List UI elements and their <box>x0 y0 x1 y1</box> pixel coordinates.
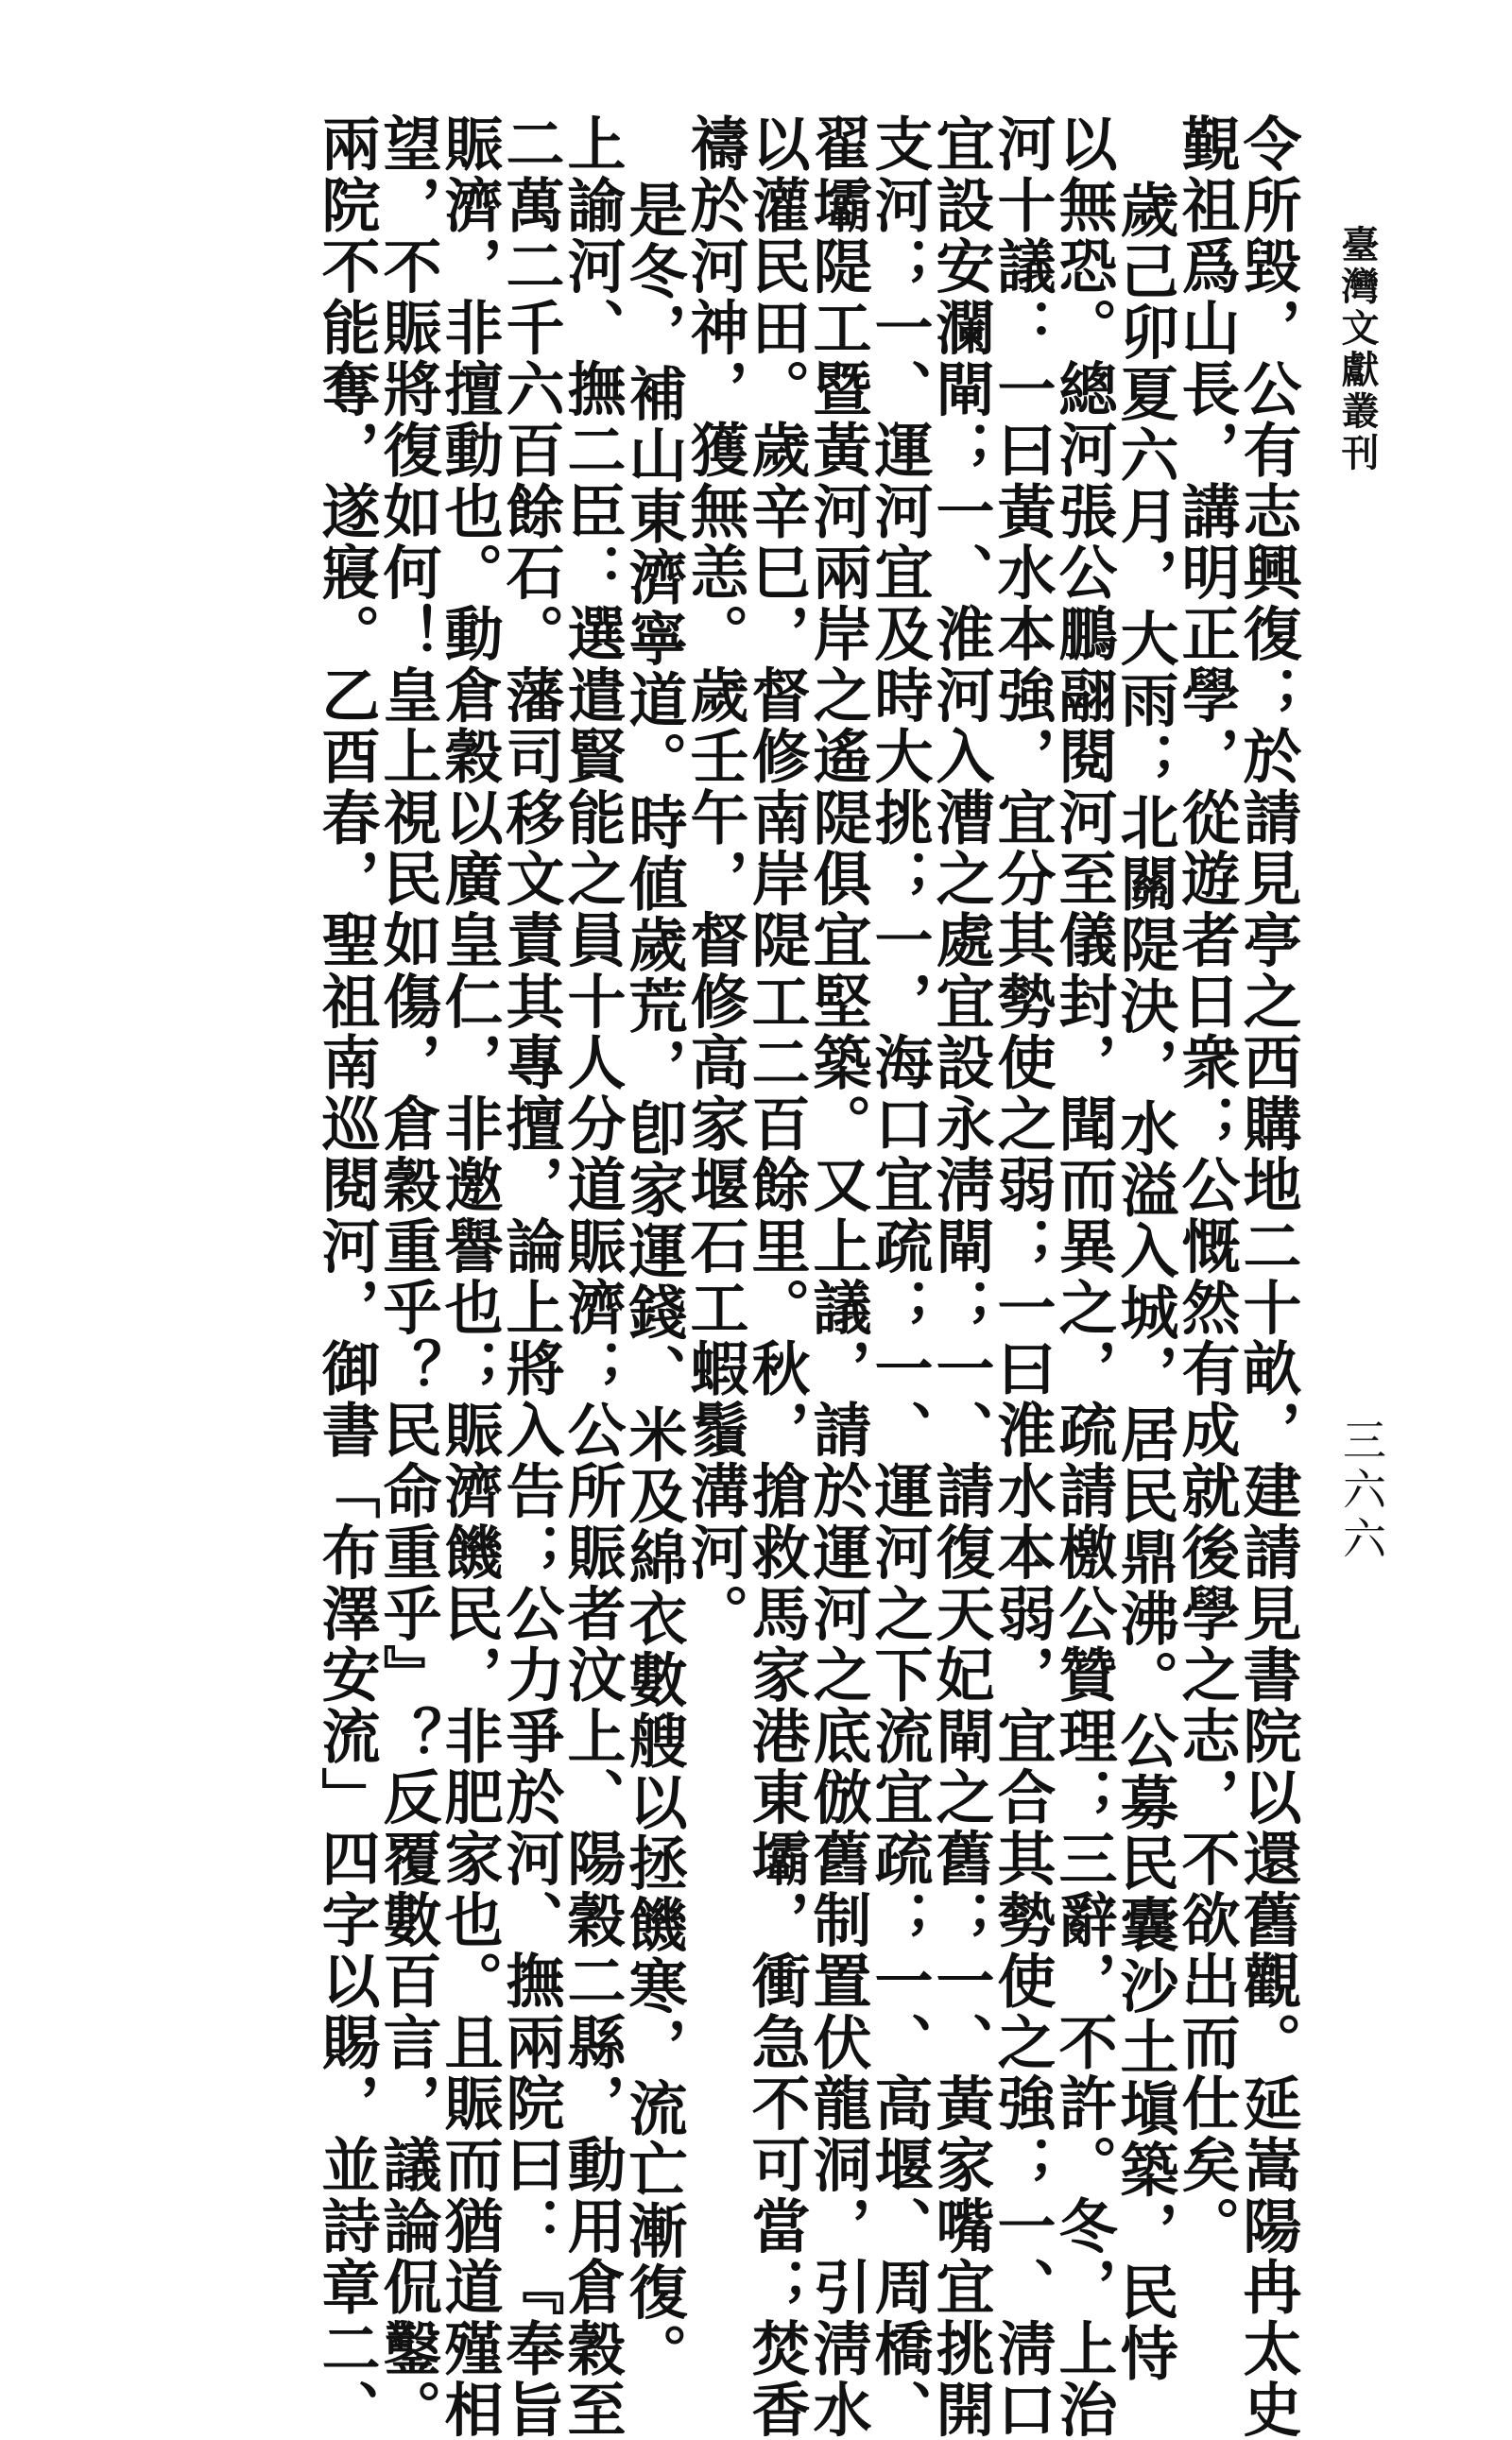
text-column-7: 支河；一、運河宜及時大挑；一，海口宜疏；一、運河之下流宜疏；一、高堰、周橋、 <box>865 113 934 2440</box>
text-column-2: 覲祖爲山長，講明正學，從遊者日衆；公慨然有成就後學之志，不欲出而仕矣。 <box>1172 113 1241 2257</box>
text-column-15: 望，不賑將復如何！皇上視民如傷，倉穀重乎？民命重乎』？反覆數百言，議論侃鑿。 <box>373 113 442 2440</box>
text-column-13: 二萬二千六百餘石。藩司移文責其專擅，論上將入告；公力爭於河、撫兩院曰：『奉旨 <box>496 113 565 2440</box>
text-column-1: 令所毀，公有志興復；於請見亭之西購地二十畝，建請見書院以還舊觀。延嵩陽冉太史 <box>1233 113 1302 2440</box>
text-column-12: 上諭河、撫二臣：選遣賢能之員十人分道賑濟；公所賑者汶上、陽穀二縣，動用倉穀至 <box>558 113 627 2440</box>
text-column-16: 兩院不能奪，遂寢。乙酉春，聖祖南巡閱河，御書「布澤安流」四字以賜，並詩章二、 <box>312 113 381 2440</box>
text-column-9: 以灌民田。歲辛巳，督修南岸隄工二百餘里。秋，搶救馬家港東壩，衝急不可當；焚香 <box>742 113 811 2440</box>
text-column-10: 禱於河神，獲無恙。歲壬午，督修高家堰石工蝦鬚溝河。 <box>680 113 749 1644</box>
text-column-8: 翟壩隄工暨黃河兩岸之遙隄俱宜堅築。又上議，請於運河之底倣舊制置伏龍洞，引淸水 <box>803 113 872 2440</box>
text-column-3: 歲己卯夏六月，大雨；北關隄決，水溢入城，居民鼎沸。公募民囊沙土塡築，民恃 <box>1110 180 1179 2384</box>
text-column-14: 賑濟，非擅動也。動倉穀以廣皇仁，非邀譽也；賑濟饑民，非肥家也。且賑而猶道殣相 <box>435 113 504 2440</box>
text-column-4: 以無恐。總河張公鵬翮閱河至儀封，聞而異之，疏請檄公贊理；三辭，不許。冬，上治 <box>1049 113 1118 2440</box>
text-column-5: 河十議：一曰黃水本強，宜分其勢使之弱；一曰淮水本弱，宜合其勢使之強；一、淸口 <box>988 113 1057 2440</box>
text-column-11: 是冬，補山東濟寧道。時値歲荒，卽家運錢、米及綿衣數艘以拯饑寒，流亡漸復。 <box>619 180 688 2384</box>
page-number: 三六六 <box>1336 1418 1387 1565</box>
text-column-6: 宜設安瀾閘；一、淮河入漕之處宜設永淸閘；一、請復天妃閘之舊；一、黃家嘴宜挑開 <box>926 113 995 2440</box>
series-title: 臺灣文獻叢刊 <box>1335 225 1380 474</box>
